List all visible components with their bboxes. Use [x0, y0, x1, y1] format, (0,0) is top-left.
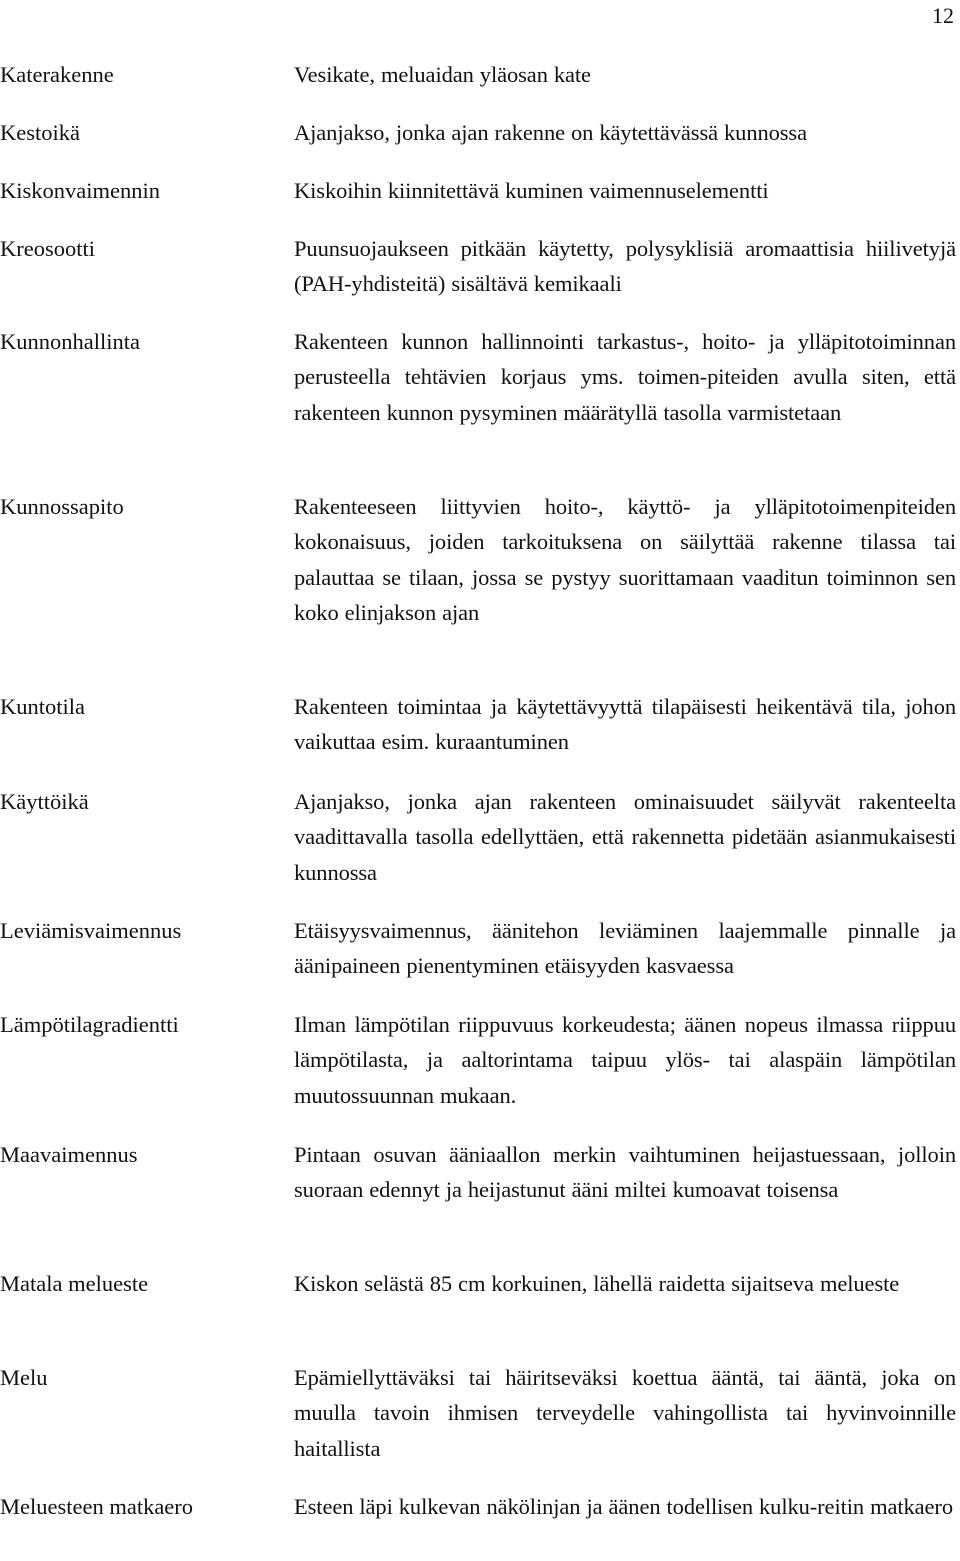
glossary-entry: [0, 489, 960, 689]
glossary-entry: [0, 1266, 960, 1360]
glossary-list: [0, 57, 960, 1561]
glossary-entry: [0, 1489, 960, 1561]
glossary-term: Katerakenne: [0, 62, 114, 87]
glossary-definition: Vesikate, meluaidan yläosan kate: [294, 62, 591, 87]
glossary-entry: [0, 689, 960, 784]
glossary-definition: Rakenteen toimintaa ja käytettävyyttä tilapäisesti heikentävä tila, johon vaikuttaa esim. kuraantuminen: [294, 694, 956, 755]
glossary-term: Kunnossapito: [0, 494, 124, 519]
glossary-definition: Ilman lämpötilan riippuvuus korkeudesta; äänen nopeus ilmassa riippuu lämpötilasta, ja aaltorintama taipuu ylös- tai alaspäin lämpötilan muutossuunnan mukaan.: [294, 1012, 956, 1108]
glossary-definition: Ajanjakso, jonka ajan rakenteen ominaisuudet säilyvät rakenteelta vaadittavalla tasolla edellyttäen, että rakennetta pidetään asianmukaisesti kunnossa: [294, 789, 956, 885]
glossary-definition: Esteen läpi kulkevan näkölinjan ja äänen todellisen kulku-reitin matkaero: [294, 1494, 953, 1519]
glossary-definition: Kiskon selästä 85 cm korkuinen, lähellä raidetta sijaitseva melueste: [294, 1271, 900, 1296]
glossary-entry: [0, 231, 960, 324]
glossary-entry: [0, 173, 960, 231]
page-number: 12: [932, 3, 954, 28]
glossary-definition: Puunsuojaukseen pitkään käytetty, polysyklisiä aromaattisia hiilivetyjä (PAH-yhdisteitä) sisältävä kemikaali: [294, 236, 956, 297]
glossary-definition: Pintaan osuvan ääniaallon merkin vaihtuminen heijastuessaan, jolloin suoraan edennyt ja heijastunut ääni miltei kumoavat toisensa: [294, 1142, 956, 1203]
glossary-term: Kiskonvaimennin: [0, 178, 160, 203]
glossary-term: Käyttöikä: [0, 789, 89, 814]
glossary-definition: Rakenteeseen liittyvien hoito-, käyttö- ja ylläpitotoimenpiteiden kokonaisuus, joiden tarkoituksena on säilyttää rakenne tilassa tai palauttaa se tilaan, jossa se pystyy suorittamaan vaaditun toiminnon sen koko elinjakson ajan: [294, 494, 956, 625]
glossary-definition: Ajanjakso, jonka ajan rakenne on käytettävässä kunnossa: [294, 120, 807, 145]
glossary-term: Maavaimennus: [0, 1142, 138, 1167]
glossary-entry: [0, 1007, 960, 1137]
glossary-entry: [0, 1360, 960, 1489]
glossary-entry: [0, 784, 960, 913]
glossary-term: Meluesteen matkaero: [0, 1494, 194, 1519]
glossary-term: Melu: [0, 1365, 48, 1390]
glossary-term: Lämpötilagradientti: [0, 1012, 179, 1037]
glossary-definition: Rakenteen kunnon hallinnointi tarkastus-, hoito- ja ylläpitotoiminnan perusteella tehtävien korjaus yms. toimen-piteiden avulla siten, että rakenteen kunnon pysyminen määrätyllä tasolla varmistetaan: [294, 329, 956, 425]
glossary-entry: [0, 115, 960, 173]
glossary-entry: [0, 57, 960, 115]
glossary-term: Leviämisvaimennus: [0, 918, 182, 943]
glossary-entry: [0, 913, 960, 1007]
glossary-definition: Kiskoihin kiinnitettävä kuminen vaimennuselementti: [294, 178, 769, 203]
glossary-term: Matala melueste: [0, 1271, 149, 1296]
glossary-term: Kestoikä: [0, 120, 80, 145]
glossary-term: Kreosootti: [0, 236, 95, 261]
glossary-entry: [0, 1137, 960, 1266]
glossary-definition: Epämiellyttäväksi tai häiritseväksi koettua ääntä, tai ääntä, joka on muulla tavoin ihmisen terveydelle vahingollista tai hyvinvoinnille haitallista: [294, 1365, 956, 1461]
glossary-entry: [0, 324, 960, 489]
glossary-term: Kunnonhallinta: [0, 329, 140, 354]
glossary-term: Kuntotila: [0, 694, 85, 719]
glossary-definition: Etäisyysvaimennus, äänitehon leviäminen laajemmalle pinnalle ja äänipaineen pienentyminen etäisyyden kasvaessa: [294, 918, 956, 979]
